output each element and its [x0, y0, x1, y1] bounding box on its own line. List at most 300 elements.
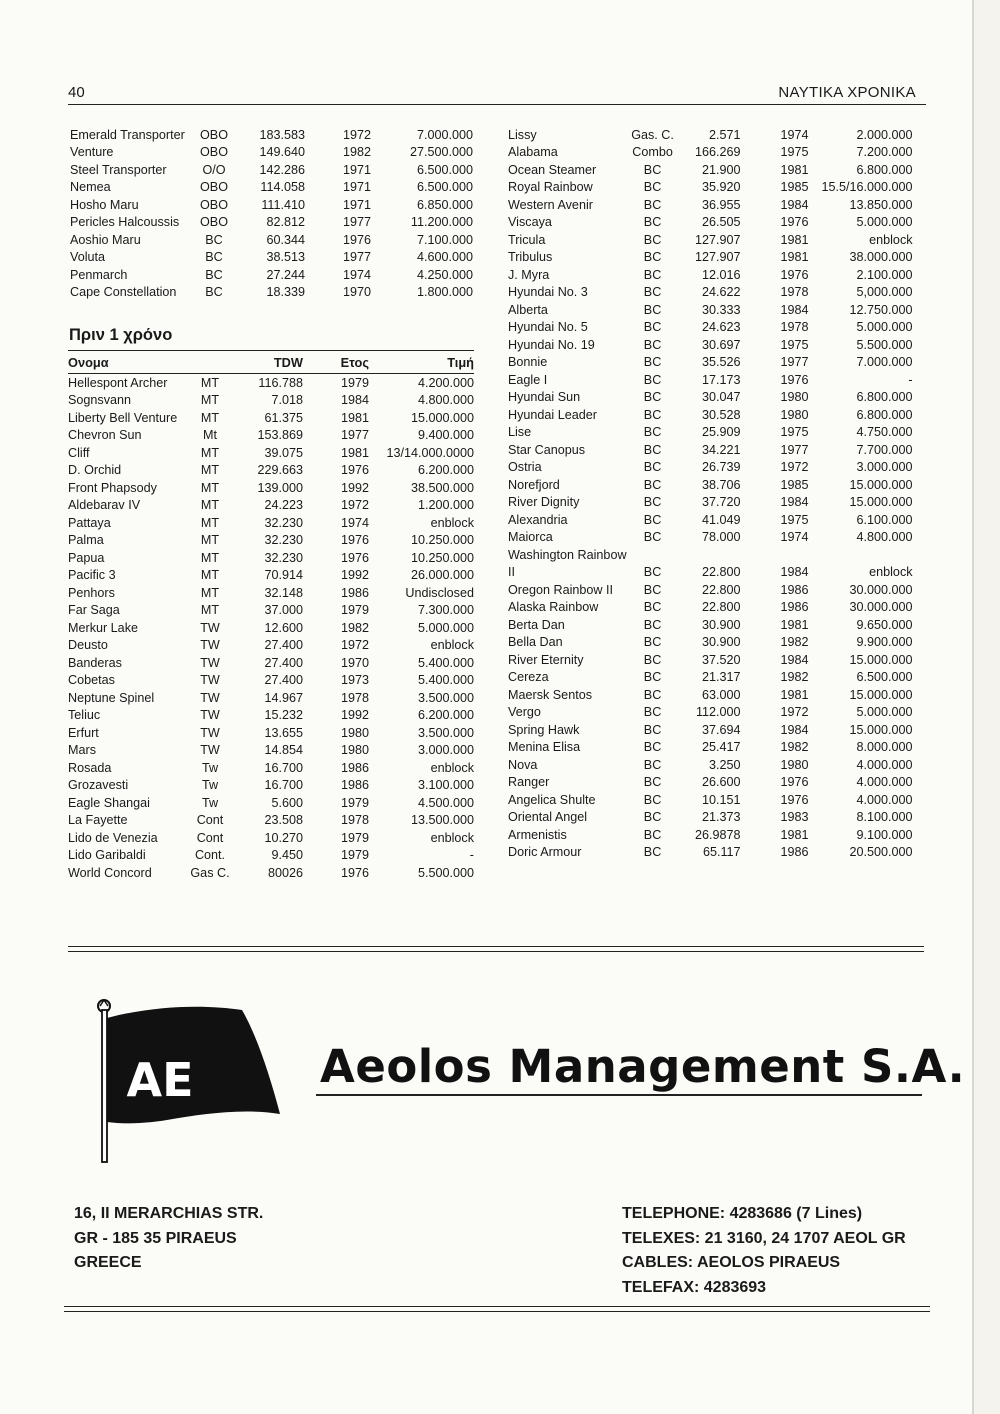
ship-name: Neptune Spinel	[68, 690, 155, 705]
ship-price: 26.000.000	[410, 568, 474, 583]
ship-price: 6.500.000	[416, 180, 473, 195]
ship-year: 1974	[780, 530, 809, 545]
table-row	[508, 494, 913, 512]
ship-type: MT	[200, 410, 220, 425]
ship-type: TW	[200, 655, 220, 670]
ship-tdw: 21.317	[702, 670, 741, 685]
ship-year: 1982	[780, 635, 809, 650]
ship-price: 5.000.000	[856, 320, 913, 335]
ship-name: Tricula	[508, 232, 546, 247]
ship-type: MT	[200, 550, 220, 565]
ship-name: Penmarch	[70, 267, 128, 282]
table-row	[68, 654, 474, 672]
ship-type: BC	[643, 285, 662, 300]
ship-price: enblock	[430, 830, 474, 845]
ship-year: 1984	[340, 393, 369, 408]
column-header-type	[188, 351, 232, 374]
address-line: GREECE	[74, 1254, 142, 1271]
ship-year: 1976	[342, 232, 371, 247]
ship-name: Cobetas	[68, 673, 115, 688]
ship-year: 1972	[340, 638, 369, 653]
ship-year: 1992	[340, 480, 369, 495]
ship-type: OBO	[200, 197, 228, 212]
ship-tdw: 80026	[267, 865, 303, 880]
ship-name: Alexandria	[508, 512, 568, 527]
ship-tdw: 30.900	[702, 617, 741, 632]
ship-year: 1982	[780, 670, 809, 685]
ship-name: Far Saga	[68, 603, 120, 618]
ship-name: Alaska Rainbow	[508, 600, 599, 615]
table-row	[508, 284, 913, 302]
ship-type: Cont	[196, 813, 224, 828]
ship-tdw: 38.706	[702, 477, 741, 492]
ship-price: 4.600.000	[416, 250, 473, 265]
ship-type: BC	[643, 390, 662, 405]
table-row	[68, 759, 474, 777]
address-line: 16, II MERARCHIAS STR.	[74, 1205, 264, 1222]
ship-tdw: 2.571	[709, 127, 741, 142]
ship-price: 7.300.000	[417, 603, 474, 618]
ship-price: 13.500.000	[410, 813, 474, 828]
ship-price: 1.200.000	[417, 498, 474, 513]
ship-type: BC	[643, 512, 662, 527]
table-row	[508, 424, 913, 442]
ship-price: 4.500.000	[417, 795, 474, 810]
table-row	[508, 126, 913, 144]
ship-type: BC	[643, 845, 662, 860]
ship-year: 1972	[342, 127, 371, 142]
ship-tdw: 30.528	[702, 407, 741, 422]
ship-year: 1975	[780, 145, 809, 160]
ship-tdw: 17.173	[702, 372, 741, 387]
ship-type: BC	[205, 232, 223, 247]
ship-year: 1981	[340, 410, 369, 425]
ship-tdw: 7.018	[271, 393, 303, 408]
ship-year: 1981	[780, 162, 809, 177]
ship-price: 13.850.000	[849, 197, 913, 212]
ship-name: Ranger	[508, 775, 550, 790]
ship-name: Emerald Transporter	[70, 127, 185, 142]
ship-year: 1976	[780, 215, 809, 230]
ship-price: enblock	[430, 760, 474, 775]
ship-type: BC	[643, 495, 662, 510]
ship-type: BC	[643, 267, 662, 282]
ship-year: 1986	[340, 760, 369, 775]
ship-year: 1976	[340, 533, 369, 548]
ship-type: BC	[643, 652, 662, 667]
ship-type: BC	[205, 285, 223, 300]
ship-name: La Fayette	[68, 813, 128, 828]
ship-price: 4.200.000	[417, 375, 474, 390]
ship-price: 27.500.000	[409, 145, 473, 160]
table-row	[68, 532, 474, 550]
ship-year: 1984	[780, 722, 809, 737]
ship-name: Hyundai Sun	[508, 390, 581, 405]
table-row	[508, 686, 913, 704]
ship-price: 5.000.000	[856, 705, 913, 720]
ship-tdw: 32.230	[264, 515, 303, 530]
ship-name: Viscaya	[508, 215, 552, 230]
ship-price: 3.500.000	[417, 725, 474, 740]
ship-tdw	[679, 546, 741, 564]
ship-type: BC	[643, 670, 662, 685]
ship-tdw: 9.450	[271, 848, 303, 863]
ship-year: 1984	[780, 495, 809, 510]
ship-price: 6.200.000	[417, 708, 474, 723]
table-row	[68, 497, 474, 515]
ship-type: BC	[643, 180, 662, 195]
table-row	[508, 546, 913, 564]
ship-name: Alabama	[508, 145, 558, 160]
ship-name: Eagle Shangai	[68, 795, 150, 810]
ship-price: 15.000.000	[849, 687, 913, 702]
ship-price: 4.750.000	[856, 425, 913, 440]
ship-name: Norefjord	[508, 477, 560, 492]
ship-tdw: 21.373	[702, 810, 741, 825]
ship-name: Deusto	[68, 638, 108, 653]
ship-name: Rosada	[68, 760, 112, 775]
ship-year: 1982	[342, 145, 371, 160]
ship-name: Ocean Steamer	[508, 162, 597, 177]
ship-type: TW	[200, 673, 220, 688]
ship-price: enblock	[869, 232, 913, 247]
table-row	[508, 599, 913, 617]
ship-tdw: 30.333	[702, 302, 741, 317]
ship-type: TW	[200, 690, 220, 705]
table-row	[508, 704, 913, 722]
ship-year: 1976	[780, 775, 809, 790]
table-row	[508, 756, 913, 774]
ship-tdw: 183.583	[259, 127, 305, 142]
ship-tdw: 127.907	[695, 232, 741, 247]
table-row	[68, 724, 474, 742]
ship-tdw: 27.400	[264, 673, 303, 688]
ship-name: Pacific 3	[68, 568, 116, 583]
table-row	[508, 336, 913, 354]
ship-year: 1972	[780, 705, 809, 720]
ship-year: 1980	[780, 407, 809, 422]
ship-price: 4.000.000	[856, 757, 913, 772]
ship-year: 1980	[340, 743, 369, 758]
ship-type: Gas. C.	[631, 127, 674, 142]
ship-tdw: 22.800	[702, 565, 741, 580]
table-row	[68, 584, 474, 602]
ship-year: 1974	[342, 267, 371, 282]
ship-type: MT	[200, 463, 220, 478]
table-row	[508, 249, 913, 267]
table-row	[508, 721, 913, 739]
ship-type: BC	[205, 250, 223, 265]
ship-price: 9.100.000	[856, 827, 913, 842]
table-row	[508, 511, 913, 529]
ship-year: 1970	[342, 285, 371, 300]
table-row	[70, 161, 473, 179]
ship-type: MT	[200, 445, 220, 460]
ship-tdw: 16.700	[264, 760, 303, 775]
ship-tdw: 23.508	[264, 813, 303, 828]
ship-tdw: 153.869	[257, 428, 303, 443]
table-row	[68, 567, 474, 585]
ship-type: BC	[643, 320, 662, 335]
ship-year: 1976	[780, 792, 809, 807]
ship-tdw: 114.058	[260, 180, 305, 195]
ship-year: 1972	[340, 498, 369, 513]
ship-year: 1971	[342, 197, 371, 212]
ship-name: Menina Elisa	[508, 740, 581, 755]
ship-price: 8.000.000	[856, 740, 913, 755]
table-row	[68, 462, 474, 480]
ship-price: 4.250.000	[416, 267, 473, 282]
table-row	[70, 284, 473, 302]
table-row	[68, 444, 474, 462]
ship-type: MT	[200, 585, 220, 600]
ship-tdw: 127.907	[695, 250, 741, 265]
ship-type: BC	[643, 232, 662, 247]
table-row	[68, 549, 474, 567]
table-row	[508, 844, 913, 862]
table-row	[508, 196, 913, 214]
ship-type: MT	[200, 603, 220, 618]
ship-name: Sognsvann	[68, 393, 132, 408]
ship-type: BC	[643, 600, 662, 615]
ship-tdw: 24.223	[264, 498, 303, 513]
ship-price: 10.250.000	[410, 533, 474, 548]
contact-telexes: TELEXES: 21 3160, 24 1707 AEOL GR	[622, 1229, 906, 1247]
ship-type: BC	[643, 775, 662, 790]
ship-type: TW	[200, 743, 220, 758]
ship-type: BC	[643, 617, 662, 632]
ship-type: BC	[643, 250, 662, 265]
table-row	[508, 231, 913, 249]
ship-type: BC	[643, 407, 662, 422]
section-title-prev-year: Πριν 1 χρόνο	[69, 326, 173, 344]
company-flag-logo	[92, 996, 284, 1166]
ship-year: 1985	[780, 180, 809, 195]
ship-type: BC	[643, 705, 662, 720]
ship-name: Western Avenir	[508, 197, 593, 212]
ship-tdw: 112.000	[695, 705, 741, 720]
ship-year	[741, 546, 809, 564]
ship-type: BC	[643, 355, 662, 370]
ship-type: BC	[643, 425, 662, 440]
table-row	[68, 707, 474, 725]
ship-type: MT	[200, 568, 220, 583]
ship-year: 1977	[340, 428, 369, 443]
address-line: GR - 185 35 PIRAEUS	[74, 1229, 237, 1247]
ship-tdw: 26.505	[702, 215, 741, 230]
ship-tdw: 65.117	[702, 845, 741, 860]
ship-tdw: 10.270	[264, 830, 303, 845]
table-row	[68, 847, 474, 865]
ship-name: Venture	[70, 145, 114, 160]
ship-type: BC	[643, 215, 662, 230]
ship-type: BC	[643, 582, 662, 597]
ship-tdw: 78.000	[702, 530, 741, 545]
ship-price: 7.000.000	[416, 127, 473, 142]
ship-name: Hyundai No. 5	[508, 320, 588, 335]
table-row	[508, 774, 913, 792]
ship-year: 1971	[342, 180, 371, 195]
ad-top-rule	[68, 946, 924, 952]
ship-price: Undisclosed	[405, 585, 474, 600]
ship-type: MT	[200, 515, 220, 530]
ship-price: 1.800.000	[416, 285, 473, 300]
sales-table-right	[508, 126, 913, 861]
ship-price: 3.000.000	[417, 743, 474, 758]
ship-tdw: 26.9878	[695, 827, 741, 842]
table-row	[508, 791, 913, 809]
ship-tdw: 16.700	[264, 778, 303, 793]
ship-type: MT	[200, 480, 220, 495]
ship-price: enblock	[869, 565, 913, 580]
table-row	[68, 812, 474, 830]
ship-type: BC	[643, 337, 662, 352]
ship-year: 1976	[780, 267, 809, 282]
ship-price: 38.000.000	[849, 250, 913, 265]
ship-type: MT	[200, 498, 220, 513]
ship-name: Lissy	[508, 127, 537, 142]
ship-tdw: 27.400	[264, 638, 303, 653]
ship-name: Mars	[68, 743, 96, 758]
ship-tdw: 61.375	[264, 410, 303, 425]
ship-name: J. Myra	[508, 267, 550, 282]
ship-year: 1979	[340, 848, 369, 863]
ship-type: BC	[643, 792, 662, 807]
ship-name: II	[508, 565, 515, 580]
contact-telephone: TELEPHONE: 4283686 (7 Lines)	[622, 1205, 863, 1222]
ship-price: 10.250.000	[410, 550, 474, 565]
ship-price: 11.200.000	[410, 215, 473, 230]
ship-year: 1984	[780, 652, 809, 667]
ship-year: 1986	[780, 600, 809, 615]
ship-price: 30.000.000	[849, 600, 913, 615]
ship-name: Merkur Lake	[68, 620, 138, 635]
table-row	[68, 374, 474, 392]
ship-tdw: 37.694	[702, 722, 741, 737]
ship-tdw: 70.914	[264, 568, 303, 583]
ship-year: 1986	[780, 845, 809, 860]
ship-price: 4.800.000	[417, 393, 474, 408]
table-row	[508, 179, 913, 197]
ship-name: River Dignity	[508, 495, 580, 510]
ship-year: 1984	[780, 197, 809, 212]
ship-price: 5.000.000	[856, 215, 913, 230]
ship-price: 7.200.000	[856, 145, 913, 160]
ship-price: 9.900.000	[856, 635, 913, 650]
ship-tdw: 35.526	[702, 355, 741, 370]
ship-tdw: 10.151	[702, 792, 741, 807]
table-row	[70, 179, 473, 197]
ship-name: Aoshio Maru	[70, 232, 141, 247]
ship-type: BC	[643, 442, 662, 457]
ship-year: 1986	[340, 585, 369, 600]
ship-price	[809, 546, 913, 564]
ship-name: Teliuc	[68, 708, 101, 723]
ship-tdw: 27.244	[266, 267, 305, 282]
ship-year: 1978	[780, 285, 809, 300]
ship-tdw: 21.900	[702, 162, 741, 177]
ship-name: Palma	[68, 533, 104, 548]
ship-name: Aldebarav IV	[68, 498, 141, 513]
ship-name: Penhors	[68, 585, 115, 600]
ship-price: 5.400.000	[417, 673, 474, 688]
ship-tdw: 14.854	[264, 743, 303, 758]
ship-year: 1982	[780, 740, 809, 755]
ship-tdw: 38.513	[266, 250, 305, 265]
table-row	[508, 389, 913, 407]
table-row	[68, 742, 474, 760]
table-row	[508, 826, 913, 844]
ship-tdw: 13.655	[264, 725, 303, 740]
ship-name: Hyundai No. 19	[508, 337, 595, 352]
ship-price: 15.000.000	[849, 652, 913, 667]
ship-type: BC	[643, 197, 662, 212]
company-name: Aeolos Management S.A.	[320, 1040, 966, 1093]
ship-price: 6.500.000	[416, 162, 473, 177]
ship-name: Cereza	[508, 670, 549, 685]
ship-price: 4.800.000	[856, 530, 913, 545]
ship-name: Front Phapsody	[68, 480, 157, 495]
ship-type: BC	[643, 372, 662, 387]
table-row	[70, 249, 473, 267]
ship-price: enblock	[430, 638, 474, 653]
ship-year: 1972	[780, 460, 809, 475]
ship-year: 1981	[780, 617, 809, 632]
ship-name: Lido de Venezia	[68, 830, 158, 845]
contact-cables: CABLES: AEOLOS PIRAEUS	[622, 1254, 841, 1271]
ship-name: Erfurt	[68, 725, 99, 740]
sales-table-top-left	[70, 126, 473, 301]
ship-name: Doric Armour	[508, 845, 582, 860]
ship-price: 15.000.000	[410, 410, 474, 425]
ship-type: Gas C.	[190, 865, 230, 880]
table-row	[508, 161, 913, 179]
table-row	[68, 427, 474, 445]
table-row	[508, 476, 913, 494]
ship-type: OBO	[200, 180, 228, 195]
ship-name: Cape Constellation	[70, 285, 177, 300]
ship-type: TW	[200, 638, 220, 653]
ship-year: 1981	[780, 250, 809, 265]
table-row	[68, 602, 474, 620]
ship-year: 1979	[340, 795, 369, 810]
ship-tdw: 82.812	[266, 215, 305, 230]
ship-name: Banderas	[68, 655, 122, 670]
ship-name: Hosho Maru	[70, 197, 139, 212]
ship-price: 6.800.000	[856, 162, 913, 177]
ship-name: World Concord	[68, 865, 152, 880]
ship-year: 1976	[340, 550, 369, 565]
company-address	[74, 1202, 263, 1276]
ship-year: 1983	[780, 810, 809, 825]
flag-letters: AE	[126, 1053, 194, 1107]
ship-year: 1979	[340, 375, 369, 390]
ship-price: 6.850.000	[416, 197, 473, 212]
ship-year: 1977	[780, 355, 809, 370]
ship-tdw: 30.900	[702, 635, 741, 650]
ship-type: TW	[200, 620, 220, 635]
ship-type: BC	[643, 302, 662, 317]
ship-name: Eagle I	[508, 372, 548, 387]
ship-type: OBO	[200, 145, 228, 160]
ship-name: Oregon Rainbow II	[508, 582, 614, 597]
ship-price: -	[908, 372, 913, 387]
ship-tdw: 35.920	[702, 180, 741, 195]
ship-tdw: 22.800	[702, 582, 741, 597]
ship-type: Tw	[201, 778, 219, 793]
ship-year: 1980	[780, 390, 809, 405]
table-row	[508, 214, 913, 232]
